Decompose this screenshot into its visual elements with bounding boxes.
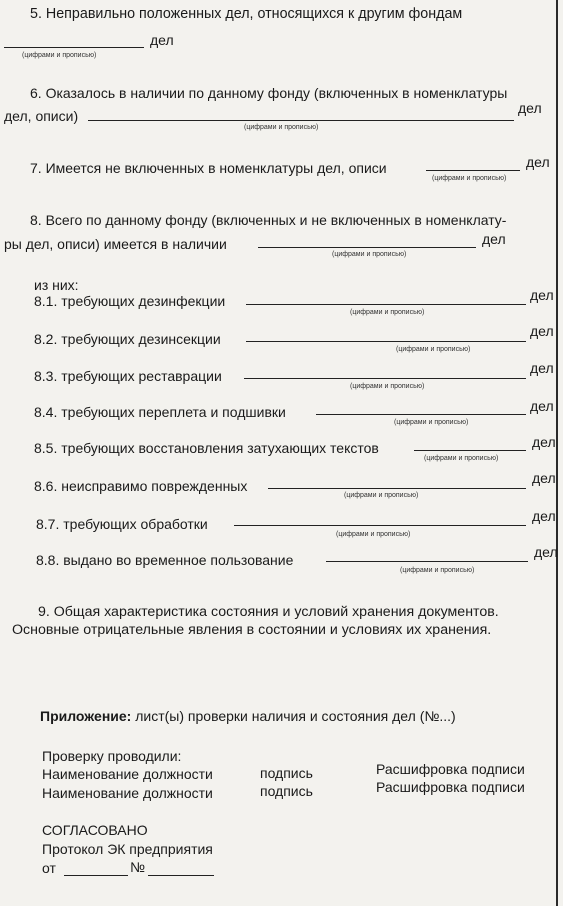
item-8-1-unit: дел <box>530 287 554 303</box>
item-8-line2: ры дел, описи) имеется в наличии <box>4 236 227 252</box>
item-8-7-field[interactable] <box>234 525 526 526</box>
approved-number-field[interactable] <box>148 875 214 876</box>
approved-number-sign: № <box>130 859 146 875</box>
item-8-line1: 8. Всего по данному фонду (включенных и не включенных в номенклату- <box>30 212 507 228</box>
item-5-text: 5. Неправильно положенных дел, относящихся к другим фондам <box>30 6 463 22</box>
item-8-5-unit: дел <box>532 434 556 450</box>
item-6-line1: 6. Оказалось в наличии по данному фонду (включенных в номенклатуры <box>30 85 508 101</box>
page-border <box>556 0 558 906</box>
appendix-text: лист(ы) проверки наличия и состояния дел (№...) <box>131 708 456 724</box>
item-8-8-unit: дел <box>534 544 558 560</box>
item-6-caption: (цифрами и прописью) <box>244 124 319 131</box>
item-8-1-caption: (цифрами и прописью) <box>350 309 425 316</box>
item-8-8-label: 8.8. выдано во временное пользование <box>36 552 294 568</box>
item-9-line2: Основные отрицательные явления в состоянии и условиях их хранения. <box>12 622 492 638</box>
item-5-unit: дел <box>150 32 174 48</box>
item-8-3-field[interactable] <box>244 378 526 379</box>
item-8-7-label: 8.7. требующих обработки <box>36 516 208 532</box>
item-8-8-field[interactable] <box>326 561 528 562</box>
item-8-5-caption: (цифрами и прописью) <box>424 455 499 462</box>
item-7-field[interactable] <box>426 170 520 171</box>
check-decoding-1: Расшифровка подписи <box>376 761 525 777</box>
item-8-2-label: 8.2. требующих дезинсекции <box>34 331 221 347</box>
item-8-7-unit: дел <box>532 508 556 524</box>
item-7-text: 7. Имеется не включенных в номенклатуры дел, описи <box>30 160 387 176</box>
item-8-field[interactable] <box>258 247 476 248</box>
item-8-2-unit: дел <box>530 323 554 339</box>
approved-protocol: Протокол ЭК предприятия <box>42 841 213 857</box>
item-8-3-caption: (цифрами и прописью) <box>350 383 425 390</box>
item-5-field[interactable] <box>4 47 144 48</box>
item-8-3-unit: дел <box>530 360 554 376</box>
item-8-6-field[interactable] <box>268 488 526 489</box>
item-8-2-field[interactable] <box>246 341 526 342</box>
check-signature-1: подпись <box>260 765 313 781</box>
item-5-caption: (цифрами и прописью) <box>22 52 97 59</box>
check-position-2: Наименование должности <box>42 785 213 801</box>
item-8-5-field[interactable] <box>414 450 526 451</box>
item-8-4-caption: (цифрами и прописью) <box>394 419 469 426</box>
check-heading: Проверку проводили: <box>42 748 182 764</box>
item-6-unit: дел <box>518 100 542 116</box>
item-8-6-unit: дел <box>532 470 556 486</box>
item-8-5-label: 8.5. требующих восстановления затухающих текстов <box>34 440 379 456</box>
approved-title: СОГЛАСОВАНО <box>42 822 148 838</box>
item-7-caption: (цифрами и прописью) <box>432 175 507 182</box>
item-8-unit: дел <box>482 231 506 247</box>
check-signature-2: подпись <box>260 783 313 799</box>
approved-from-label: от <box>42 860 56 876</box>
item-8-4-field[interactable] <box>316 414 526 415</box>
item-8-4-label: 8.4. требующих переплета и подшивки <box>34 404 286 420</box>
check-position-1: Наименование должности <box>42 766 213 782</box>
item-6-field[interactable] <box>88 120 514 121</box>
appendix-line <box>40 708 456 724</box>
item-8-1-label: 8.1. требующих дезинфекции <box>34 293 226 309</box>
item-8-7-caption: (цифрами и прописью) <box>336 531 411 538</box>
item-7-unit: дел <box>526 154 550 170</box>
item-8-3-label: 8.3. требующих реставрации <box>34 368 222 384</box>
item-6-line2: дел, описи) <box>4 108 79 124</box>
item-8-6-label: 8.6. неисправимо поврежденных <box>34 478 248 494</box>
of-them-label: из них: <box>34 277 79 293</box>
appendix-label: Приложение: <box>40 708 132 724</box>
item-8-8-caption: (цифрами и прописью) <box>400 567 475 574</box>
check-decoding-2: Расшифровка подписи <box>376 779 525 795</box>
item-8-6-caption: (цифрами и прописью) <box>344 492 419 499</box>
item-8-caption: (цифрами и прописью) <box>332 251 407 258</box>
item-8-2-caption: (цифрами и прописью) <box>396 346 471 353</box>
approved-date-field[interactable] <box>64 875 128 876</box>
item-8-1-field[interactable] <box>246 304 526 305</box>
item-9-line1: 9. Общая характеристика состояния и условий хранения документов. <box>38 604 499 620</box>
item-8-4-unit: дел <box>530 398 554 414</box>
